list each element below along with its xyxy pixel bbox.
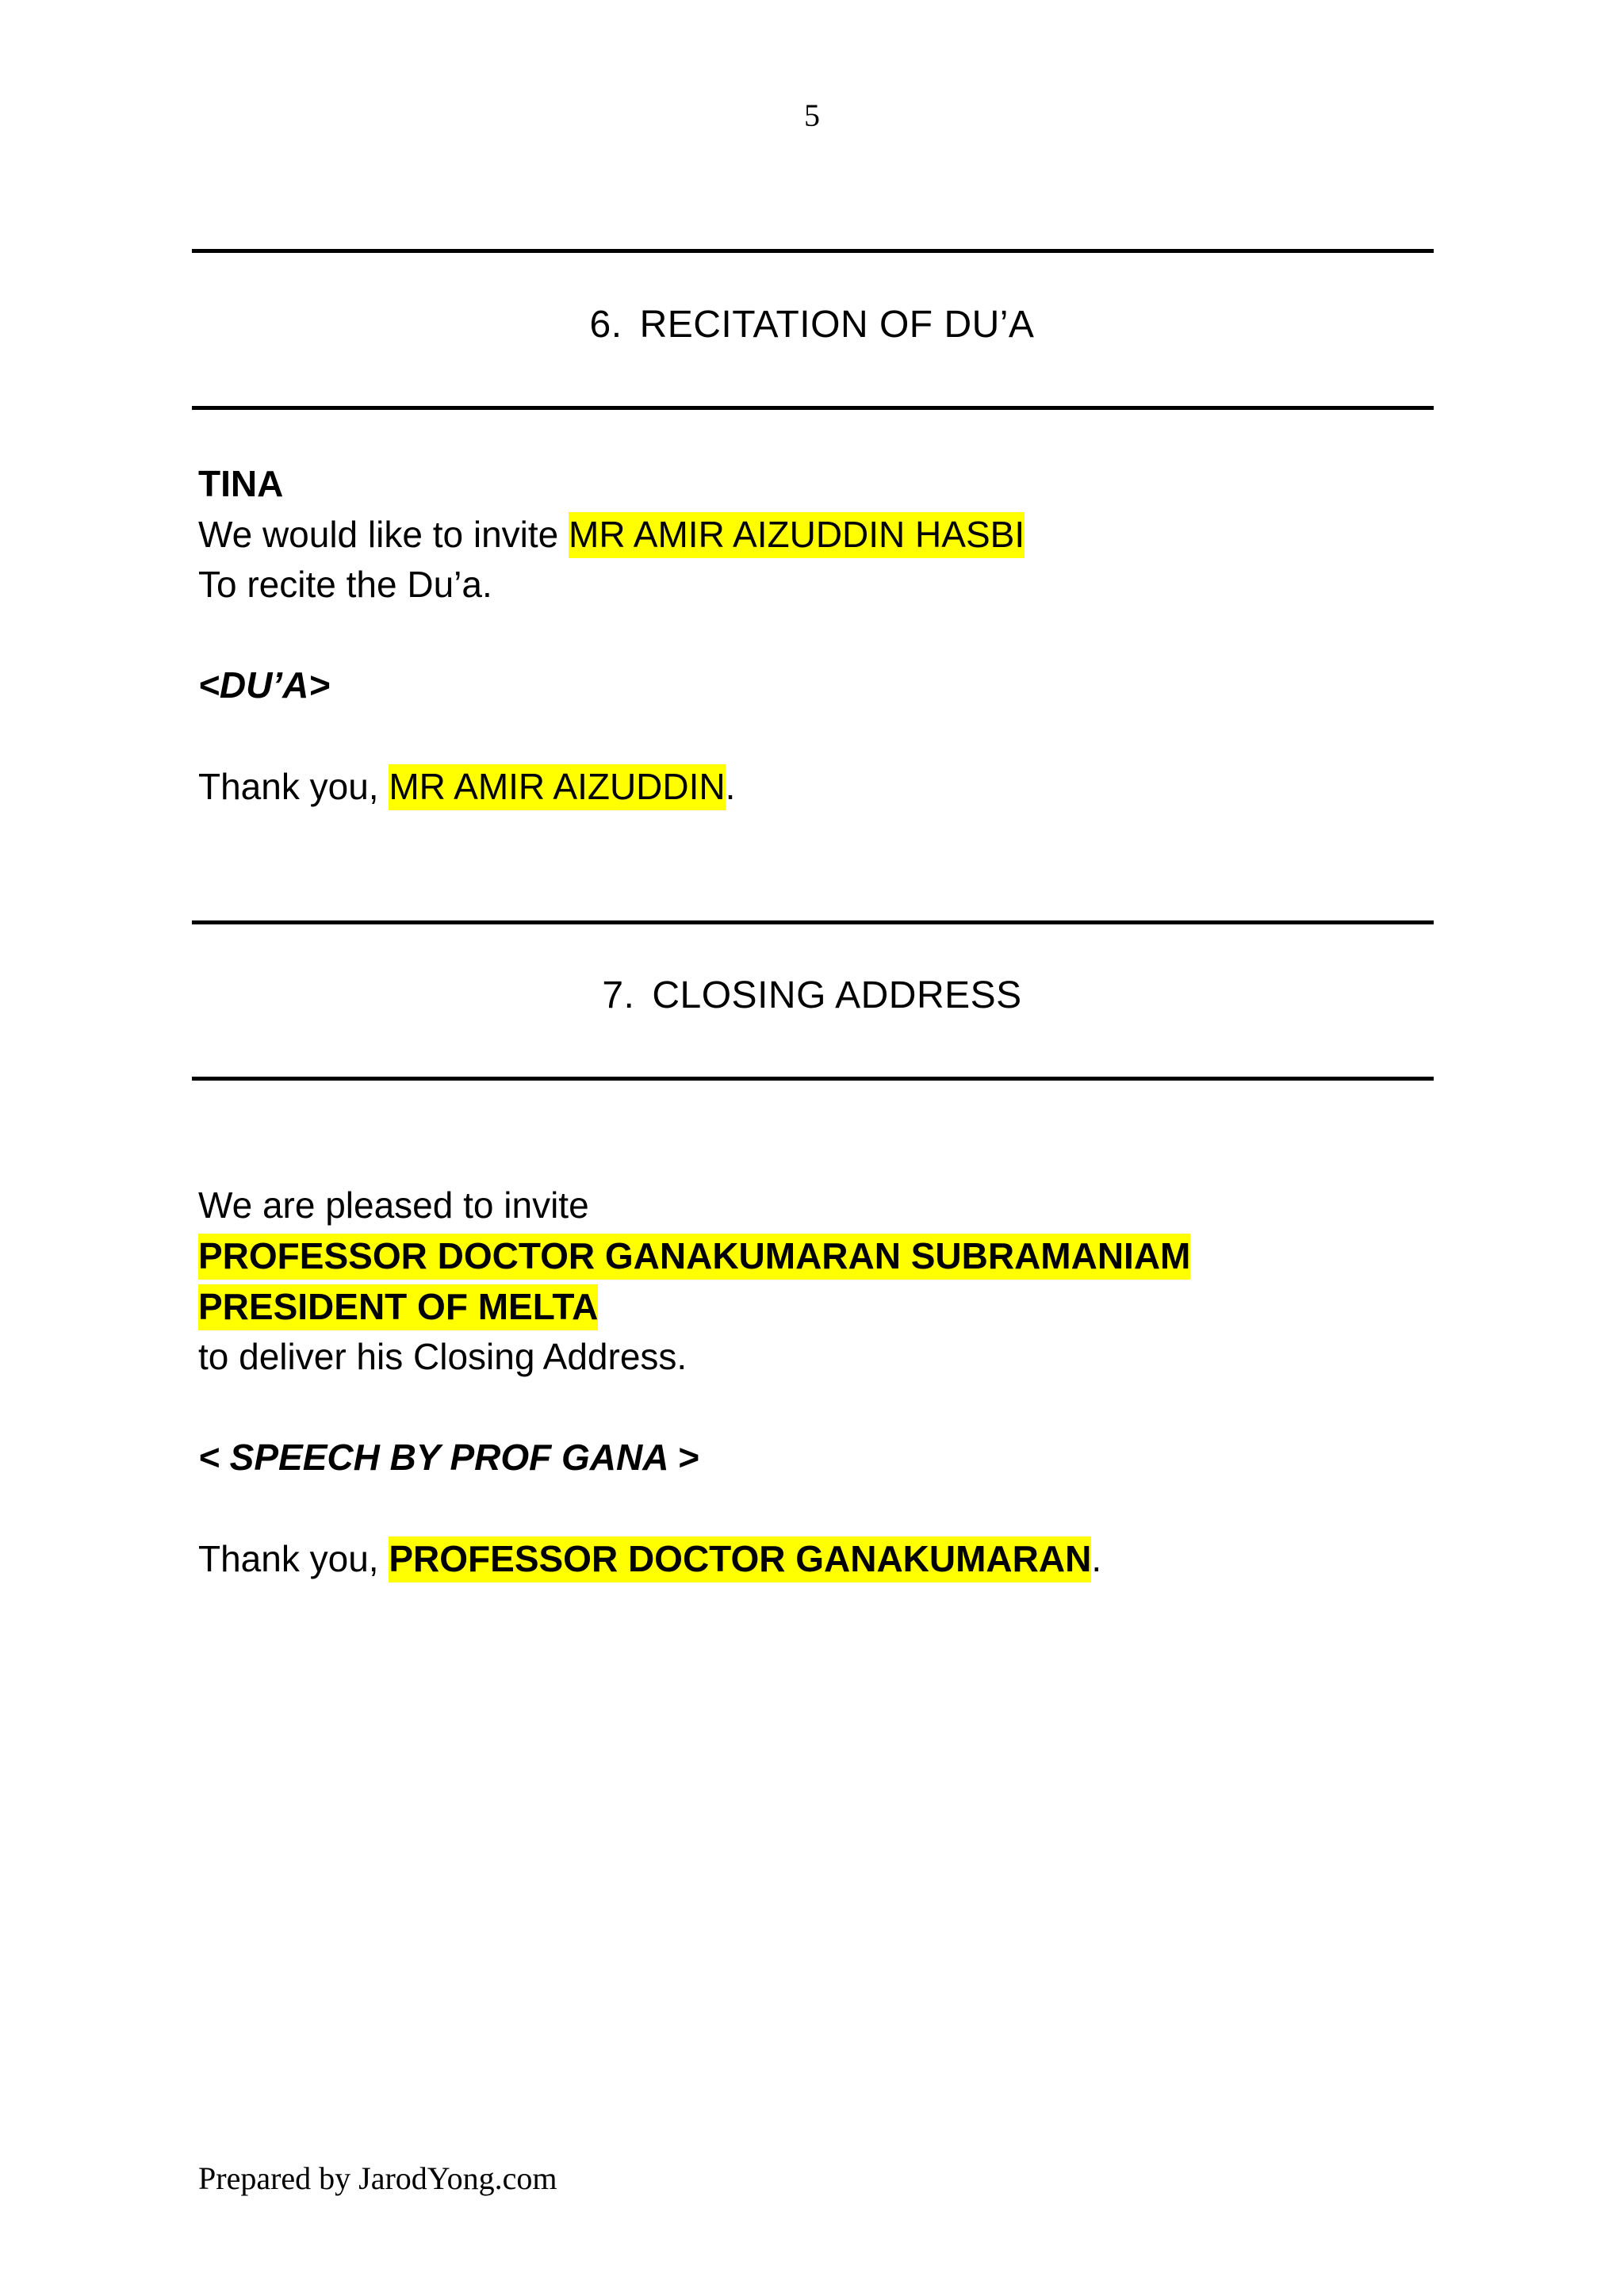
section7-thanks-prefix: Thank you, bbox=[198, 1538, 389, 1579]
section7-name-line2-text: PRESIDENT OF MELTA bbox=[198, 1284, 598, 1330]
section7-title: CLOSING ADDRESS bbox=[652, 974, 1022, 1016]
section7-number: 7. bbox=[602, 974, 635, 1016]
section6-thanks-suffix: . bbox=[725, 766, 736, 807]
speaker-name: TINA bbox=[198, 463, 284, 504]
section6-thanks-name: MR AMIR AIZUDDIN bbox=[389, 764, 725, 810]
page-number: 5 bbox=[804, 98, 820, 133]
section7-thanks-name: PROFESSOR DOCTOR GANAKUMARAN bbox=[389, 1536, 1091, 1582]
section7-name-line1-text: PROFESSOR DOCTOR GANAKUMARAN SUBRAMANIAM bbox=[198, 1234, 1190, 1280]
section6-invite-text: We would like to invite bbox=[198, 514, 569, 555]
section7-invite-text: We are pleased to invite bbox=[198, 1184, 589, 1226]
section6-cue: <DU’A> bbox=[198, 664, 331, 706]
section6-number: 6. bbox=[589, 304, 622, 346]
section6-thanks-line bbox=[198, 763, 735, 810]
section7-cue: < SPEECH BY PROF GANA > bbox=[198, 1437, 699, 1478]
section6-thanks-prefix: Thank you, bbox=[198, 766, 389, 807]
section7-top-rule bbox=[192, 920, 1434, 924]
section7-invite-tail: to deliver his Closing Address. bbox=[198, 1336, 688, 1377]
section7-name-line1 bbox=[198, 1232, 1190, 1280]
section7-heading bbox=[0, 972, 1624, 1020]
section7-name-line2 bbox=[198, 1283, 598, 1330]
footer-credit: Prepared by JarodYong.com bbox=[198, 2160, 557, 2196]
section6-title: RECITATION OF DU’A bbox=[639, 304, 1035, 346]
section6-top-rule bbox=[192, 249, 1434, 253]
section7-thanks-suffix: . bbox=[1091, 1538, 1102, 1579]
section6-heading bbox=[0, 301, 1624, 349]
section6-invite-name: MR AMIR AIZUDDIN HASBI bbox=[569, 512, 1025, 558]
section6-invite-tail: To recite the Du’a. bbox=[198, 564, 492, 605]
section6-bottom-rule bbox=[192, 406, 1434, 410]
section7-thanks-line bbox=[198, 1535, 1101, 1582]
section7-bottom-rule bbox=[192, 1077, 1434, 1081]
section6-invite-line bbox=[198, 511, 1025, 558]
